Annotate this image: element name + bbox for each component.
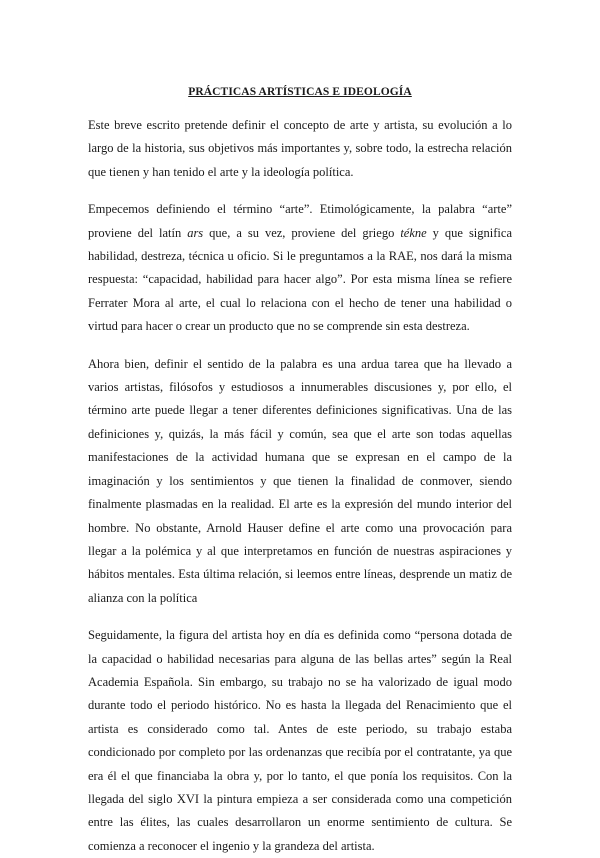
paragraph-definition [88,198,512,338]
paragraph-meaning-text: Ahora bien, definir el sentido de la palabra es una ardua tarea que ha llevado a varios artistas, filósofos y estudiosos a innumerables discusiones y, por ello, el término arte puede llegar a tener diferentes definiciones significativas. Una de las definiciones y, quizás, la más fácil y común, sea que el arte son todas aquellas manifestaciones de la actividad humana que se expresan en el campo de la imaginación y los sentimientos y que tienen la finalidad de conmover, siendo finalmente plasmadas en la realidad. El arte es la expresión del mundo interior del hombre. No obstante, Arnold Hauser define el arte como una provocación para llegar a la polémica y al que interpretamos en función de nuestras aspiraciones y hábitos mentales. Esta última relación, si leemos entre líneas, desprende un matiz de alianza con la política [88,356,512,605]
paragraph-definition-text-2: que, a su vez, proviene del griego [203,225,401,240]
paragraph-intro-text: Este breve escrito pretende definir el concepto de arte y artista, su evolución a lo largo de la historia, sus objetivos más importantes y, sobre todo, la estrecha relación que tienen y han tenido el arte y la ideología política. [88,118,512,179]
paragraph-definition-text-3: y que significa habilidad, destreza, técnica u oficio. Si le preguntamos a la RAE, nos dará la misma respuesta: “capacidad, habilidad para hacer algo”. Por esta misma línea se refiere Ferrater Mora al arte, el cual lo relaciona con el hecho de tener una habilidad o virtud para hacer o crear un producto que no se comprende sin esta destreza. [88,225,512,334]
document-title: PRÁCTICAS ARTÍSTICAS E IDEOLOGÍA [188,86,412,98]
paragraph-meaning [88,353,512,610]
latin-term: ars [187,225,204,240]
paragraph-artist-text: Seguidamente, la figura del artista hoy en día es definida como “persona dotada de la capacidad o habilidad necesarias para alguna de las bellas artes” según la Real Academia Española. Sin embargo, su trabajo no se ha valorizado de igual modo durante todo el periodo histórico. No es hasta la llegada del Renacimiento que el artista es considerado como tal. Antes de este periodo, su trabajo estaba condicionado por completo por las ordenanzas que recibía por el contratante, ya que era él el que financiaba la obra y, por lo tanto, el que ponía los requisitos. Con la llegada del siglo XVI la pintura empieza a ser considerada como una competición entre las élites, las cuales desarrollaron un enorme sentimiento de cultura. Se comienza a reconocer el ingenio y la grandeza del artista. [88,628,512,853]
paragraph-intro [88,114,512,184]
paragraph-artist [88,624,512,858]
greek-term: téknе [400,225,427,240]
paragraph-definition-text-1: Empecemos definiendo el término “arte”. Etimológicamente, la palabra “arte” proviene del latín [88,202,512,240]
